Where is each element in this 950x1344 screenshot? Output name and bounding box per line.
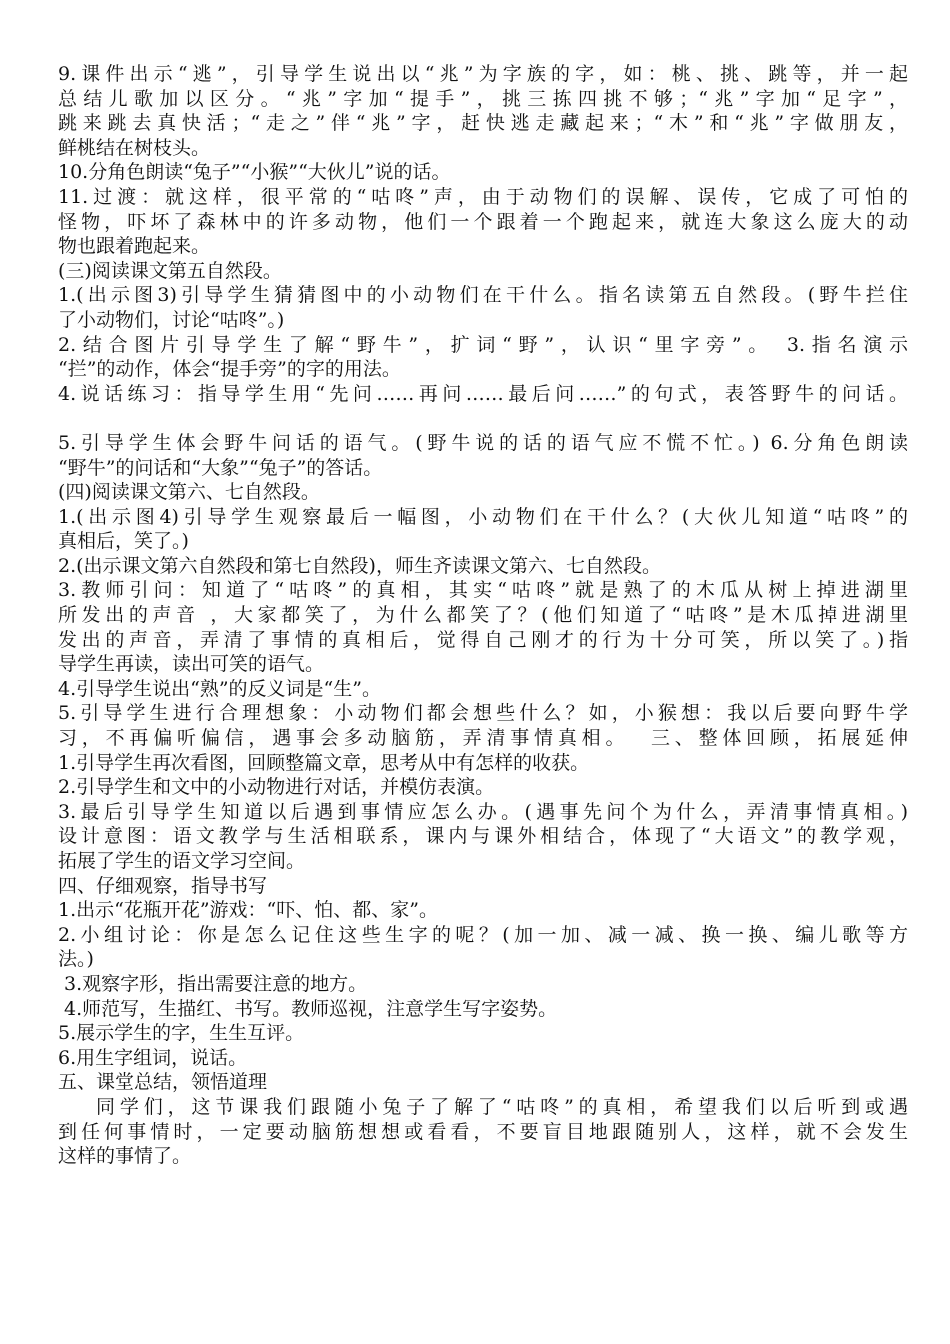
text-line: 导学生再读，读出可笑的语气。 — [58, 653, 325, 676]
text-line: “野牛”的问话和“大象”“兔子”的答话。 — [58, 456, 383, 479]
text-line: 2.小组讨论：你是怎么记住这些生字的呢？(加一加、减一减、换一换、编儿歌等方 — [58, 923, 908, 946]
text-line: 1.引导学生再次看图，回顾整篇文章，思考从中有怎样的收获。 — [58, 751, 590, 774]
text-line: 2.结合图片引导学生了解“野牛”，扩词“野”，认识“里字旁”。 3.指名演示 — [58, 333, 908, 356]
text-line: 2.(出示课文第六自然段和第七自然段)，师生齐读课文第六、七自然段。 — [58, 554, 661, 577]
text-line: 3.观察字形，指出需要注意的地方。 — [64, 972, 368, 995]
text-line: 设计意图：语文教学与生活相联系，课内与课外相结合，体现了“大语文”的教学观， — [58, 825, 908, 848]
text-line: 10.分角色朗读“兔子”“小猴”“大伙儿”说的话。 — [58, 161, 451, 184]
text-line: 9.课件出示“逃”，引导学生说出以“兆”为字族的字，如：桃、挑、跳等，并一起 — [58, 63, 908, 85]
text-line: 1.(出示图4)引导学生观察最后一幅图，小动物们在干什么？(大伙儿知道“咕咚”的 — [58, 505, 908, 528]
text-line: 怪物，吓坏了森林中的许多动物，他们一个跟着一个跑起来，就连大象这么庞大的动 — [58, 210, 908, 233]
text-line: 发出的声音，弄清了事情的真相后，觉得自己刚才的行为十分可笑，所以笑了。)指 — [58, 628, 908, 651]
text-line: 1.出示“花瓶开花”游戏：“吓、怕、都、家”。 — [58, 899, 438, 922]
text-line: 法。) — [58, 948, 94, 971]
text-line: “拦”的动作，体会“提手旁”的字的用法。 — [58, 358, 401, 381]
document-page — [58, 62, 908, 1169]
text-line: 4.师范写，生描红、书写。教师巡视，注意学生写字姿势。 — [64, 997, 558, 1020]
text-line: 同学们，这节课我们跟随小兔子了解了“咕咚”的真相，希望我们以后听到或遇 — [96, 1095, 908, 1118]
text-line: 5.引导学生进行合理想象：小动物们都会想些什么？如，小猴想：我以后要向野牛学 — [58, 702, 908, 725]
text-line: 6.用生字组词，说话。 — [58, 1046, 248, 1069]
text-line: 4.引导学生说出“熟”的反义词是“生”。 — [58, 677, 381, 700]
text-line: 11.过渡：就这样，很平常的“咕咚”声，由于动物们的误解、误传，它成了可怕的 — [58, 185, 908, 208]
section-heading: (三)阅读课文第五自然段。 — [58, 259, 282, 282]
section-heading: (四)阅读课文第六、七自然段。 — [58, 481, 320, 504]
section-heading: 四、仔细观察，指导书写 — [58, 874, 268, 897]
text-line: 2.引导学生和文中的小动物进行对话，并模仿表演。 — [58, 776, 495, 799]
text-line: 拓展了学生的语文学习空间。 — [58, 850, 306, 872]
text-line: 3.教师引问：知道了“咕咚”的真相，其实“咕咚”就是熟了的木瓜从树上掉进湖里 — [58, 579, 908, 602]
text-line: 鲜桃结在树枝头。 — [58, 136, 211, 159]
text-line: 这样的事情了。 — [58, 1145, 192, 1168]
text-line: 习，不再偏听偏信，遇事会多动脑筋，弄清事情真相。 三、整体回顾，拓展延伸 — [58, 727, 908, 750]
blank-line — [58, 406, 908, 431]
text-line: 所发出的声音 ，大家都笑了，为什么都笑了？(他们知道了“咕咚”是木瓜掉进湖里 — [58, 604, 908, 627]
section-heading: 五、课堂总结，领悟道理 — [58, 1071, 268, 1094]
text-line: 总结儿歌加以区分。“兆”字加“提手”，挑三拣四挑不够；“兆”字加“足字”， — [58, 87, 908, 110]
text-line: 跳来跳去真快活；“走之”伴“兆”字，赶快逃走藏起来；“木”和“兆”字做朋友， — [58, 112, 908, 135]
text-line: 1.(出示图3)引导学生猜猜图中的小动物们在干什么。指名读第五自然段。(野牛拦住 — [58, 284, 908, 307]
text-line: 5.引导学生体会野牛问话的语气。(野牛说的话的语气应不慌不忙。) 6.分角色朗读 — [58, 431, 908, 454]
text-line: 物也跟着跑起来。 — [58, 235, 211, 258]
text-line: 了小动物们，讨论“咕咚”。) — [58, 308, 285, 331]
text-line: 真相后，笑了。) — [58, 530, 189, 553]
text-line: 3.最后引导学生知道以后遇到事情应怎么办。(遇事先问个为什么，弄清事情真相。) — [58, 800, 908, 823]
text-line: 到任何事情时，一定要动脑筋想想或看看，不要盲目地跟随别人，这样，就不会发生 — [58, 1120, 908, 1143]
text-line: 5.展示学生的字，生生互评。 — [58, 1022, 305, 1045]
text-line: 4.说话练习：指导学生用“先问……再问……最后问……”的句式，表答野牛的问话。 — [58, 382, 908, 405]
